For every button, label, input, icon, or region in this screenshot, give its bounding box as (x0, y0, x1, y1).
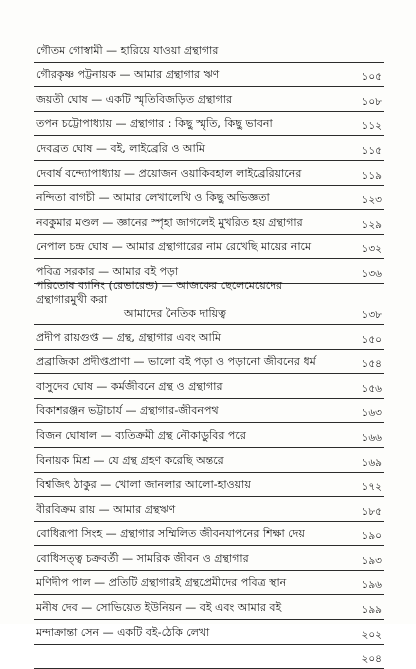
page-number: ১৯৩ (361, 554, 382, 567)
toc-entry (34, 374, 384, 399)
entry-title: গৌতম গোস্বামী — হারিয়ে যাওয়া গ্রন্থাগার (36, 43, 219, 57)
entry-title: বিকাশরঞ্জন ভট্টাচার্য — গ্রন্থাগার-জীবনপথ (36, 404, 219, 418)
page-number: ১০৫ (361, 71, 382, 84)
toc-entry (34, 595, 384, 620)
toc-entry (34, 399, 384, 424)
toc-entry (34, 186, 384, 211)
page-number: ১৩৬ (361, 267, 382, 280)
toc-entry (34, 497, 384, 522)
toc-entry (34, 645, 384, 669)
entry-title: বাসুদেব ঘোষ — কর্মজীবনে গ্রন্থ ও গ্রন্থাগার (36, 379, 223, 393)
entry-title: বিজন ঘোষাল — ব্যতিক্রমী গ্রন্থ নৌকাডুবির পরে (36, 428, 246, 442)
toc-entry (34, 278, 384, 325)
toc-entry (34, 448, 384, 473)
page-number: ১৫০ (361, 333, 382, 346)
entry-title: প্রদীপ রায়গুপ্ত — গ্রন্থ, গ্রন্থাগার এবং আমি (36, 330, 222, 344)
toc-entry (34, 423, 384, 448)
page-number: ১০৮ (361, 95, 382, 108)
entry-title: মনীষ দেব — সোভিয়েত ইউনিয়ন — বই এবং আমার বই (36, 601, 282, 615)
entry-title: মণিদীপ পাল — প্রতিটি গ্রন্থাগারই গ্রন্থপ্রেমীদের পবিত্র স্থান (36, 576, 287, 590)
page-number: ১৬৯ (361, 456, 382, 469)
entry-title: মন্দাক্রান্তা সেন — একটি বই-ঠেকি লেখা (36, 625, 210, 639)
page-number: ১১২ (361, 120, 382, 133)
entry-title: গৌরকৃষ্ণ পট্টনায়ক — আমার গ্রন্থাগার ঋণ (36, 68, 220, 82)
entry-title-line2: আমাদের নৈতিক দায়িত্ব (124, 306, 226, 320)
page-number: ২০৪ (361, 653, 382, 666)
page-number: ২০২ (361, 628, 382, 641)
page-number: ১৮৫ (361, 505, 382, 518)
entry-title: বোধিরূপা সিংহ — গ্রন্থাগার সম্মিলিত জীবনযাপনের শিক্ষা দেয় (36, 527, 305, 541)
entry-title: দেবার্ষ বন্দ্যোপাধ্যায় — প্রয়োজন ওয়াকিবহাল লাইব্রেরিয়ানের (36, 166, 302, 180)
toc-entry (34, 473, 384, 498)
toc-entry (34, 325, 384, 350)
entry-title-line1: পরিতোষ ব্যানিং (রেভারেন্ড) — আজকের ছেলেমেয়েদের গ্রন্থাগারমুখী করা (36, 278, 283, 306)
toc-entry (34, 350, 384, 375)
page-number: ১৯০ (361, 530, 382, 543)
page-number: ১১৯ (361, 169, 382, 182)
page-number: ১৩২ (361, 243, 382, 256)
entry-title: নবকুমার মণ্ডল — জ্ঞানের স্পৃহা জাগলেই মুখরিত হয় গ্রন্থাগার (36, 215, 303, 229)
toc-entry (34, 161, 384, 186)
page-number: ১২৩ (361, 194, 382, 207)
entry-title: বোধিসত্ত্ব চক্রবর্তী — সামরিক জীবন ও গ্রন্থাগার (36, 551, 249, 565)
entry-title: বীরবিক্রম রায় — আমার গ্রন্থঋণ (36, 502, 176, 516)
toc-entry (34, 112, 384, 137)
page-number: ১৫৬ (361, 382, 382, 395)
entry-title: বিশ্বজিৎ ঠাকুর — খোলা জানলার আলো-হাওয়ায় (36, 478, 251, 492)
page-number: ১১৫ (361, 144, 382, 157)
entry-title (36, 279, 336, 321)
page-number: ১৩৮ (361, 308, 382, 321)
entry-title: তপন চট্টোপাধ্যায় — গ্রন্থাগার : কিছু স্মৃতি, কিছু ভাবনা (36, 117, 273, 131)
entry-title: নন্দিতা বাগচী — আমার লেখালেখি ও কিছু অভিজ্ঞতা (36, 191, 270, 205)
page-number: ১৬৩ (361, 407, 382, 420)
toc-entry (34, 87, 384, 112)
table-of-contents (34, 38, 384, 669)
entry-title: নেপাল চন্দ্র ঘোষ — আমার গ্রন্থাগারের নাম রেখেছি মায়ের নামে (36, 240, 312, 254)
entry-title: পবিত্র সরকার — আমার বই পড়া (36, 264, 179, 278)
entry-title: জয়তী ঘোষ — একটি স্মৃতিবিজড়িত গ্রন্থাগার (36, 92, 233, 106)
toc-entry (34, 63, 384, 88)
toc-entry (34, 571, 384, 596)
page-number: ১৫৪ (361, 358, 382, 371)
page-number: ১২৯ (361, 218, 382, 231)
toc-entry (34, 210, 384, 235)
entry-title: দেবব্রত ঘোষ — বই, লাইব্রেরি ও আমি (36, 141, 206, 155)
page-number: ১৯৬ (361, 579, 382, 592)
page-number: ১৯৯ (361, 604, 382, 617)
toc-entry (34, 38, 384, 63)
toc-entry (34, 522, 384, 547)
toc-entry (34, 546, 384, 571)
toc-entry (34, 235, 384, 260)
page-number: ১৭২ (361, 481, 382, 494)
entry-title: বিনায়ক মিশ্র — যে গ্রন্থ গ্রহণ করেছি অন্তরে (36, 453, 224, 467)
entry-title: প্রব্রাজিকা প্রদীপ্তপ্রাণা — ভালো বই পড়া ও পড়ানো জীবনের ধর্ম (36, 355, 316, 369)
page-number: ১৬৬ (361, 431, 382, 444)
toc-entry (34, 136, 384, 161)
